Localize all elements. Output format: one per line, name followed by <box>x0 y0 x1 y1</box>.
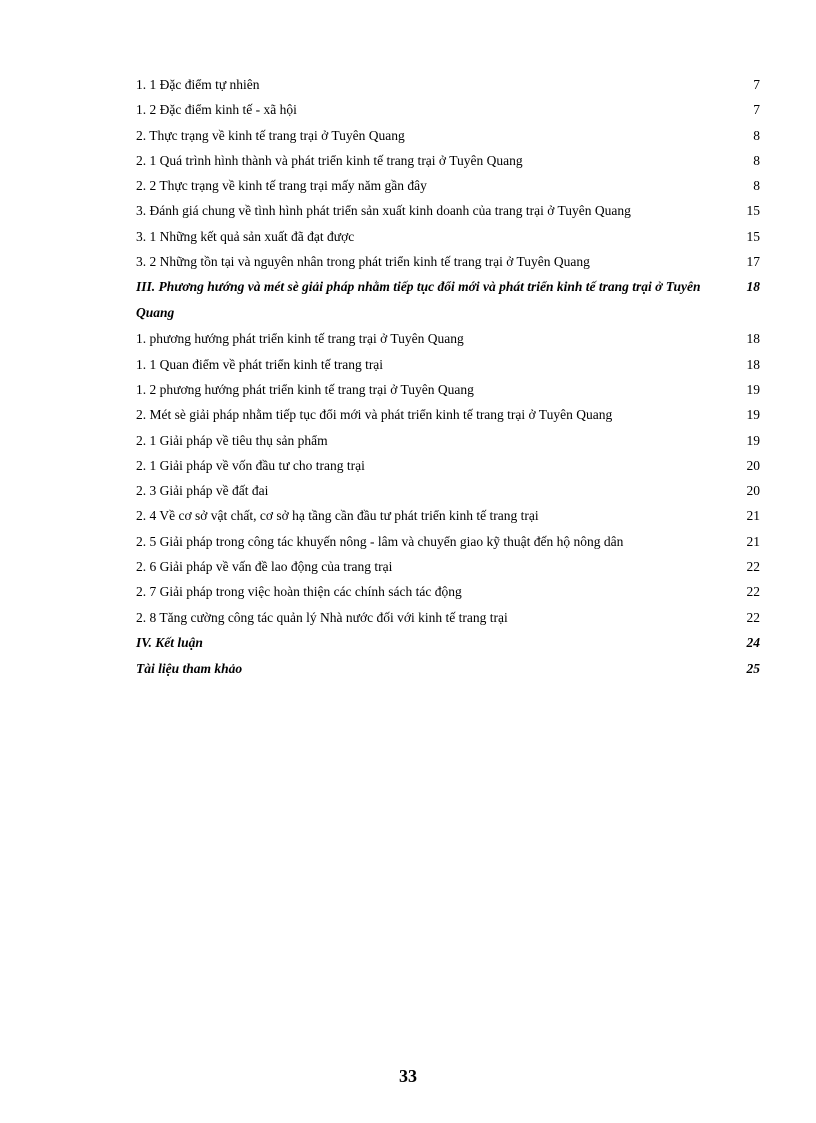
toc-entry-page: 8 <box>753 178 760 194</box>
toc-entry-page: 8 <box>753 127 760 143</box>
toc-entry-title: 2. 1 Quá trình hình thành và phát triển kinh tế trang trại ở Tuyên Quang <box>136 152 523 168</box>
toc-entry-title: 2. 6 Giải pháp về vấn đề lao động của trang trại <box>136 559 393 575</box>
toc-entry-page: 24 <box>746 634 760 650</box>
toc-entry-page: 15 <box>746 203 760 219</box>
toc-entry <box>136 503 760 528</box>
toc-entry <box>136 554 760 579</box>
toc-entry-title: 2. Mét sè giải pháp nhằm tiếp tục đổi mới và phát triển kinh tế trang trại ở Tuyên Quang <box>136 407 613 423</box>
toc-entry-page: 21 <box>746 508 760 524</box>
toc-entry <box>136 97 760 122</box>
toc-entry-page: 19 <box>746 407 760 423</box>
toc-entry <box>136 529 760 554</box>
toc-entry-page: 18 <box>746 356 760 372</box>
toc-entry-title: 2. Thực trạng về kinh tế trang trại ở Tuyên Quang <box>136 127 405 143</box>
toc-entry <box>136 402 760 427</box>
toc-entry-page: 7 <box>753 102 760 118</box>
toc-entry-title: 3. 1 Những kết quả sản xuất đã đạt được <box>136 228 355 244</box>
toc-entry <box>136 72 760 97</box>
toc-entry <box>136 198 760 223</box>
toc-entry <box>136 148 760 173</box>
toc-entry-page: 22 <box>746 584 760 600</box>
toc-entry-title: Tài liệu tham khảo <box>136 660 243 676</box>
toc-entry-title: 1. 1 Đặc điểm tự nhiên <box>136 77 260 92</box>
toc-entry <box>136 173 760 198</box>
toc-entry-title: 1. phương hướng phát triển kinh tế trang trại ở Tuyên Quang <box>136 331 464 347</box>
toc-entry-title: 1. 1 Quan điểm về phát triển kinh tế trang trại <box>136 356 384 372</box>
toc-entry-title: IV. Kết luận <box>136 634 203 650</box>
toc-entry <box>136 428 760 453</box>
toc-entry <box>136 352 760 377</box>
toc-entry-title: 2. 8 Tăng cường công tác quản lý Nhà nước đối với kinh tế trang trại <box>136 609 508 625</box>
toc-entry-title: 1. 2 Đặc điểm kinh tế - xã hội <box>136 102 297 118</box>
toc-entry-page: 15 <box>746 228 760 244</box>
toc-entry-title: 2. 7 Giải pháp trong việc hoàn thiện các chính sách tác động <box>136 584 462 600</box>
toc-entry <box>136 656 760 682</box>
toc-entry <box>136 478 760 503</box>
toc-entry-title: 2. 4 Về cơ sở vật chất, cơ sở hạ tầng cần đầu tư phát triển kinh tế trang trại <box>136 508 539 524</box>
toc-entry-page: 25 <box>746 660 760 676</box>
toc-entry-title: 2. 1 Giải pháp về vốn đầu tư cho trang trại <box>136 457 365 473</box>
toc-entry-page: 22 <box>746 609 760 625</box>
toc-entry-page: 17 <box>746 254 760 270</box>
toc-entry-page: 19 <box>746 432 760 448</box>
toc-entry-title: 3. Đánh giá chung về tình hình phát triển sản xuất kinh doanh của trang trại ở Tuyên Quang <box>136 203 631 219</box>
toc-entry <box>136 326 760 351</box>
toc-entry <box>136 123 760 148</box>
toc-entry <box>136 453 760 478</box>
toc-entry-page: 7 <box>753 77 760 92</box>
toc-entry-page: 18 <box>746 279 760 295</box>
toc-entry <box>136 605 760 630</box>
toc-entry-title: 2. 1 Giải pháp về tiêu thụ sản phẩm <box>136 432 328 448</box>
toc-entry-page: 18 <box>746 331 760 347</box>
toc-entry-page: 20 <box>746 483 760 499</box>
toc-entry-title: 3. 2 Những tồn tại và nguyên nhân trong phát triển kinh tế trang trại ở Tuyên Quang <box>136 254 590 270</box>
toc-entry-title: 2. 2 Thực trạng về kinh tế trang trại mấy năm gần đây <box>136 178 427 194</box>
toc-entry-title: III. Phương hướng và mét sè giải pháp nhằm tiếp tục đổi mới và phát triển kinh tế trang trại ở Tuyên Quang <box>136 279 701 321</box>
toc-entry <box>136 249 760 274</box>
page-number: 33 <box>399 1066 417 1086</box>
toc-entry-page: 19 <box>746 381 760 397</box>
toc-entry-title: 2. 5 Giải pháp trong công tác khuyến nông - lâm và chuyển giao kỹ thuật đến hộ nông dân <box>136 533 624 549</box>
table-of-contents <box>136 72 760 682</box>
toc-entry <box>136 274 760 326</box>
toc-entry-title: 1. 2 phương hướng phát triển kinh tế trang trại ở Tuyên Quang <box>136 381 474 397</box>
toc-entry-page: 22 <box>746 559 760 575</box>
toc-entry <box>136 579 760 604</box>
toc-entry-title: 2. 3 Giải pháp về đất đai <box>136 483 269 499</box>
toc-entry <box>136 630 760 656</box>
toc-entry-page: 20 <box>746 457 760 473</box>
toc-entry <box>136 224 760 249</box>
toc-entry <box>136 377 760 402</box>
toc-entry-page: 21 <box>746 533 760 549</box>
toc-entry-page: 8 <box>753 152 760 168</box>
